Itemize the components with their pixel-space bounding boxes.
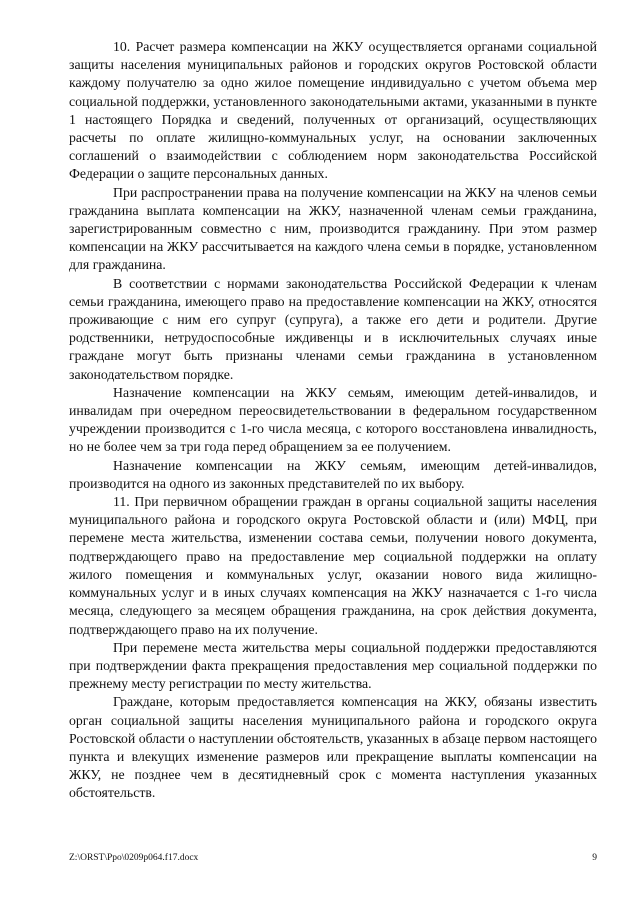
footer-file-path: Z:\ORST\Ppo\0209p064.f17.docx [69, 853, 199, 863]
document-body [69, 38, 597, 803]
paragraph-10-calculation: 10. Расчет размера компенсации на ЖКУ осуществляется органами социальной защиты населения муниципальных районов и городских округов Ростовской области каждому получателю за одно жилое помещение индивидуально с учетом объема мер социальной поддержки, установленного законодательными актами, указанными в пункте 1 настоящего Порядка и сведений, полученных от организаций, осуществляющих расчеты по оплате жилищно-коммунальных услуг, на основании заключенных соглашений о взаимодействии с соблюдением норм законодательства Российской Федерации о защите персональных данных. [69, 39, 597, 182]
paragraph-legal-representative: Назначение компенсации на ЖКУ семьям, имеющим детей-инвалидов, производится на одного из законных представителей по их выбору. [69, 457, 597, 491]
paragraph-family-members-payment: При распространении права на получение компенсации на ЖКУ на членов семьи гражданина выплата компенсации на ЖКУ, назначенной членам семьи гражданина, зарегистрированным совместно с ним, производится гражданину. При этом размер компенсации на ЖКУ рассчитывается на каждого члена семьи в порядке, установленном для гражданина. [69, 184, 597, 273]
paragraph-disability-reassessment: Назначение компенсации на ЖКУ семьям, имеющим детей-инвалидов, и инвалидам при очередном переосвидетельствовании в федеральном государственном учреждении производится с 1-го числа месяца, с которого восстановлена инвалидность, но не более чем за три года перед обращением за ее получением. [69, 384, 597, 455]
paragraph-11-initial-application: 11. При первичном обращении граждан в органы социальной защиты населения муниципального района и городского округа Ростовской области и (или) МФЦ, при перемене места жительства, изменении состава семьи, получении нового документа, подтверждающего право на предоставление мер социальной поддержки на оплату жилого помещения и коммунальных услуг, оказании нового вида жилищно-коммунальных услуг и в иных случаях компенсация на ЖКУ назначается с 1-го числа месяца, следующего за месяцем обращения гражданина, на срок действия документа, подтверждающего право на их получение. [69, 494, 597, 637]
paragraph-change-of-residence: При перемене места жительства меры социальной поддержки предоставляются при подтверждении факта прекращения предоставления мер социальной поддержки по прежнему месту регистрации по месту жительства. [69, 639, 597, 692]
footer-page-number: 9 [592, 853, 597, 863]
paragraph-family-members-definition: В соответствии с нормами законодательства Российской Федерации к членам семьи гражданина, имеющего право на предоставление компенсации на ЖКУ, относятся проживающие с ним его супруг (супруга), а также его дети и родители. Другие родственники, нетрудоспособные иждивенцы и в исключительных случаях иные граждане могут быть признаны членами семьи гражданина в установленном законодательством порядке. [69, 275, 597, 382]
paragraph-notification-duty: Граждане, которым предоставляется компенсация на ЖКУ, обязаны известить орган социальной защиты населения муниципального района и городского округа Ростовской области о наступлении обстоятельств, указанных в абзаце первом настоящего пункта и влекущих изменение размеров или прекращение выплаты компенсации на ЖКУ, не позднее чем в десятидневный срок с момента наступления указанных обстоятельств. [69, 694, 597, 801]
